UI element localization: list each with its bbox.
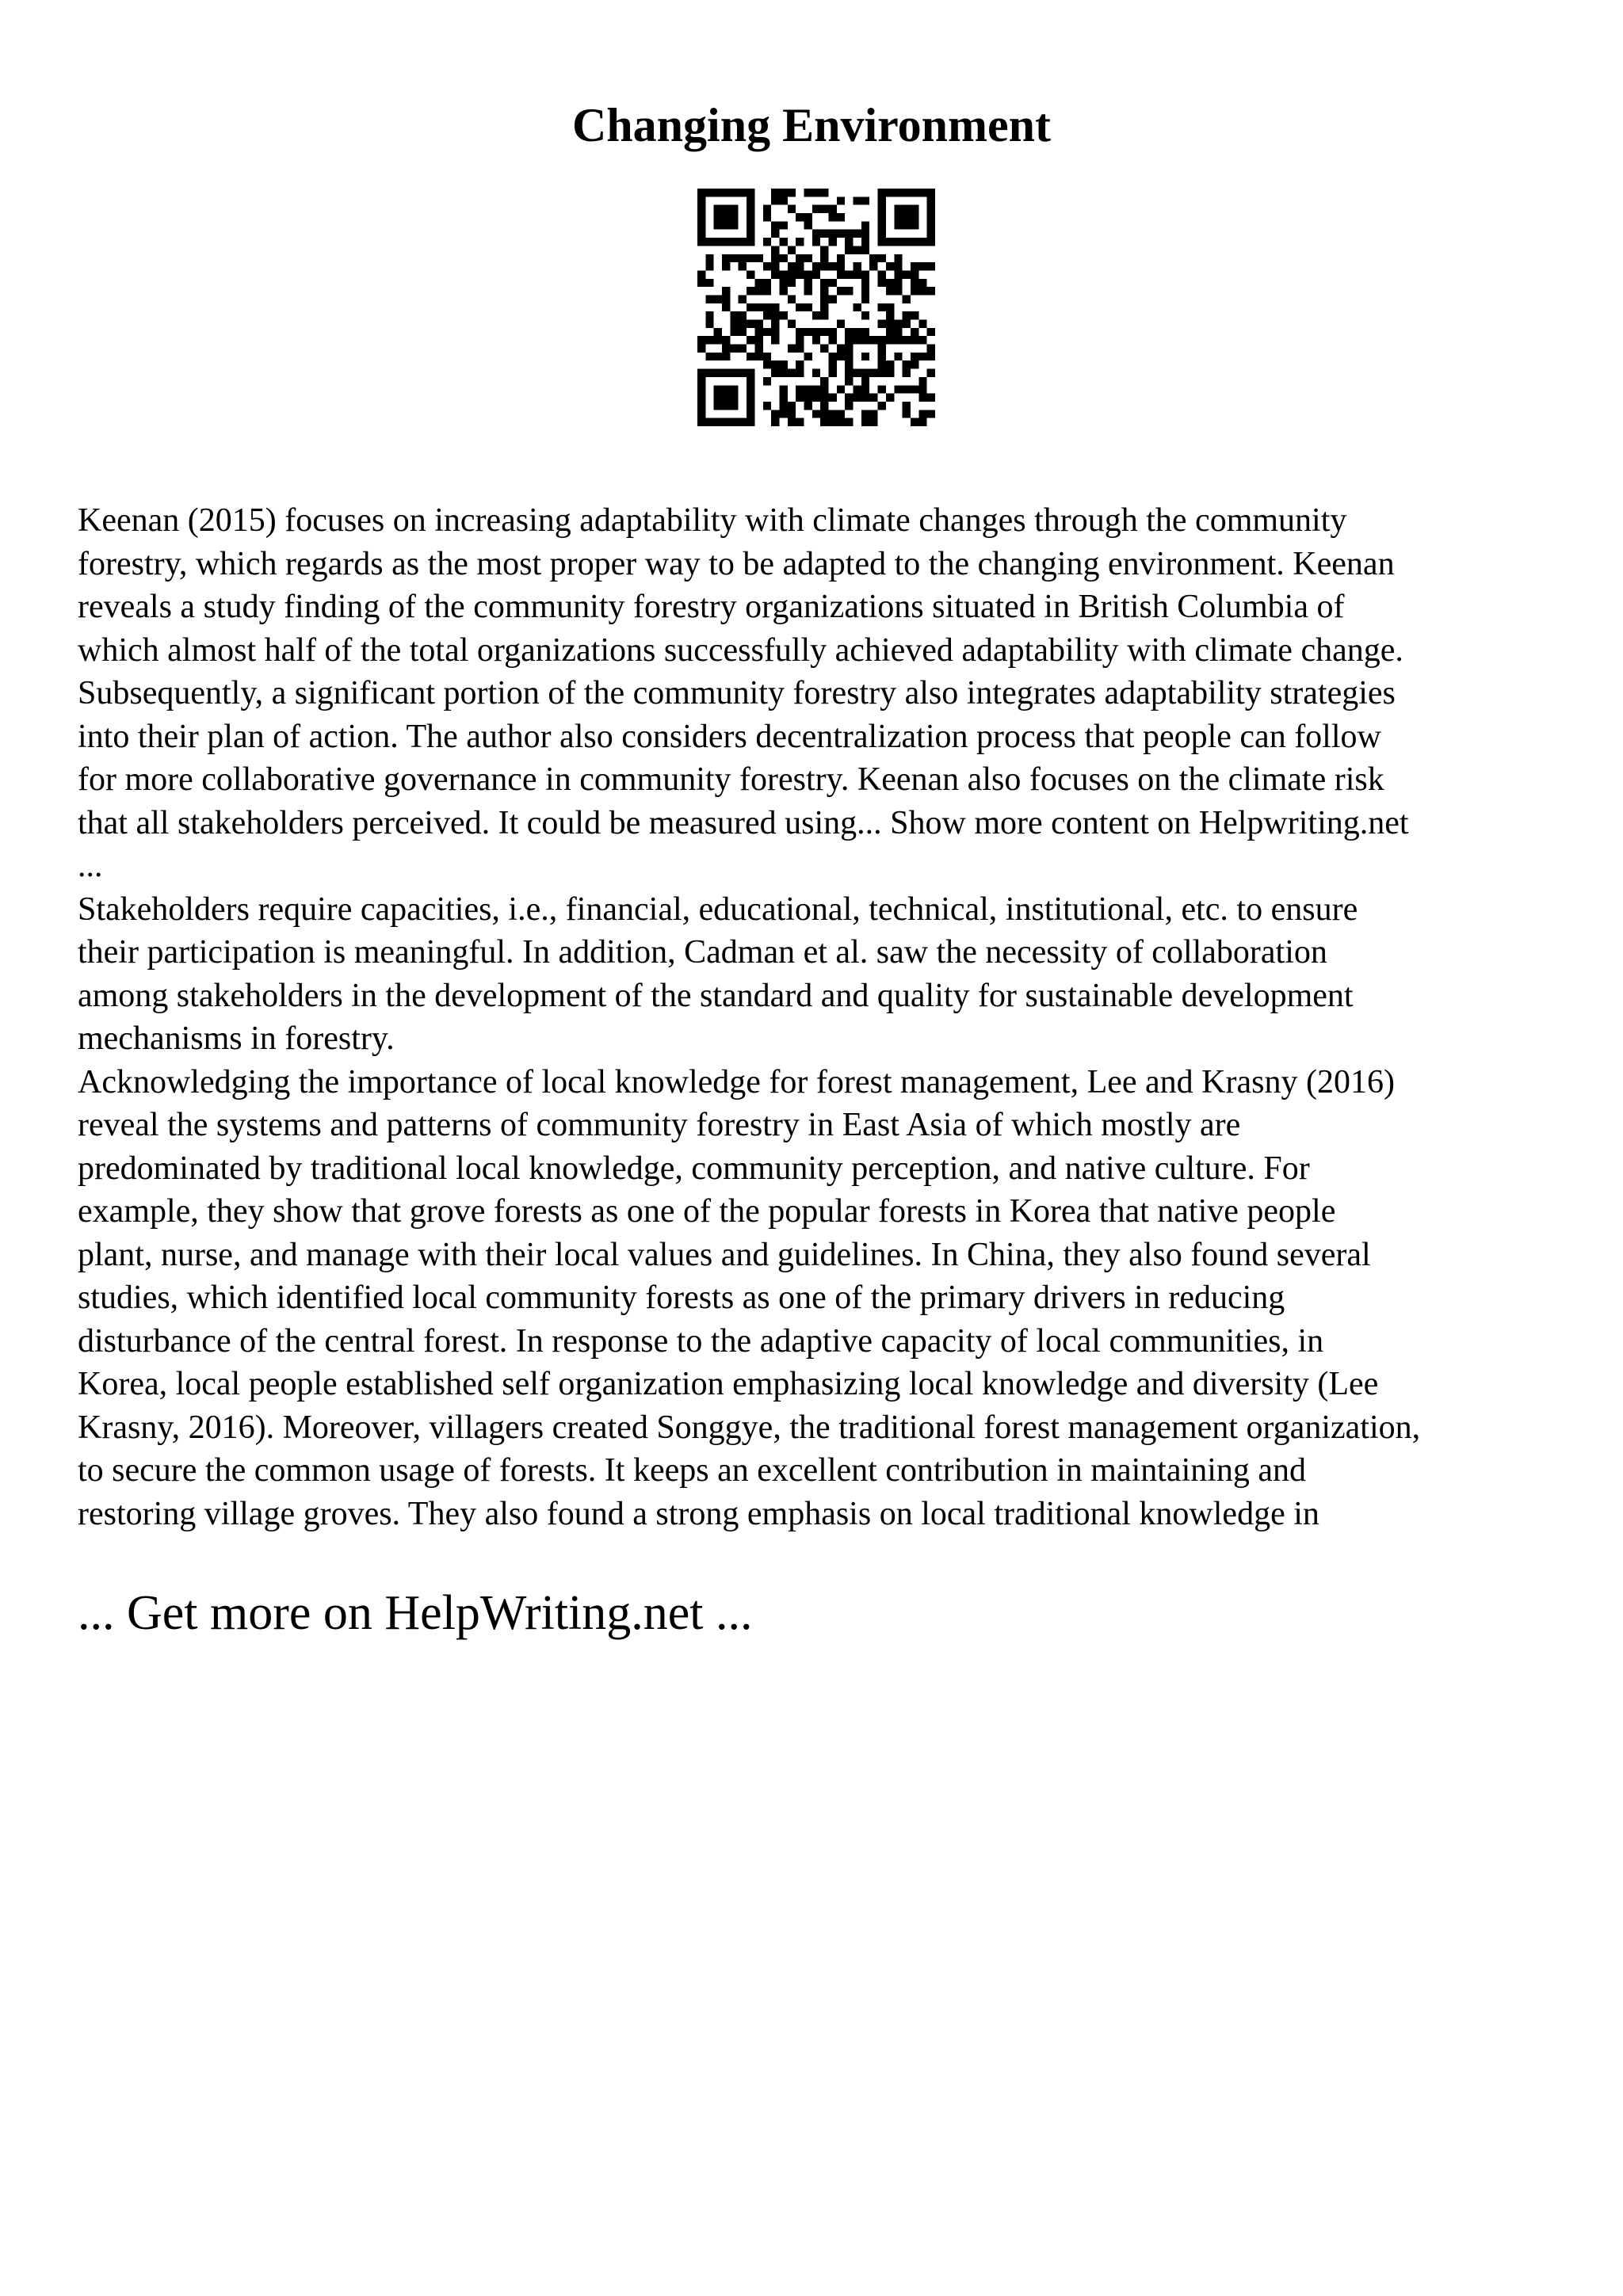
text-line: among stakeholders in the development of the standard and quality for sustainable development <box>78 977 1354 1014</box>
text-line: restoring village groves. They also found a strong emphasis on local traditional knowledge in <box>78 1495 1319 1532</box>
text-line: Stakeholders require capacities, i.e., financial, educational, technical, institutional, etc. to ensure <box>78 891 1358 928</box>
qr-code-icon <box>697 189 935 426</box>
text-line: reveals a study finding of the community forestry organizations situated in British Columbia of <box>78 589 1345 625</box>
text-line: ... <box>78 848 103 884</box>
text-line: studies, which identified local community forests as one of the primary drivers in reducing <box>78 1280 1285 1316</box>
text-line: forestry, which regards as the most proper way to be adapted to the changing environment. Keenan <box>78 545 1395 582</box>
text-line: their participation is meaningful. In addition, Cadman et al. saw the necessity of collaboration <box>78 934 1327 971</box>
text-line: reveal the systems and patterns of community forestry in East Asia of which mostly are <box>78 1107 1241 1143</box>
text-line: which almost half of the total organizations successfully achieved adaptability with climate change. <box>78 631 1403 669</box>
text-line: to secure the common usage of forests. It keeps an excellent contribution in maintaining and <box>78 1452 1307 1489</box>
text-line: for more collaborative governance in community forestry. Keenan also focuses on the climate risk <box>78 761 1384 798</box>
text-line: Korea, local people established self organization emphasizing local knowledge and diversity (Lee <box>78 1366 1379 1402</box>
text-line: disturbance of the central forest. In response to the adaptive capacity of local communities, in <box>78 1322 1324 1360</box>
text-line: mechanisms in forestry. <box>78 1020 395 1057</box>
text-line: predominated by traditional local knowledge, community perception, and native culture. For <box>78 1150 1310 1187</box>
text-line: into their plan of action. The author also considers decentralization process that people can follow <box>78 718 1381 755</box>
page-title: Changing Environment <box>571 99 1052 151</box>
text-line: example, they show that grove forests as one of the popular forests in Korea that native people <box>78 1193 1336 1230</box>
text-line: Keenan (2015) focuses on increasing adaptability with climate changes through the community <box>78 502 1347 539</box>
text-line: plant, nurse, and manage with their local values and guidelines. In China, they also found several <box>78 1236 1371 1273</box>
text-line: Acknowledging the importance of local knowledge for forest management, Lee and Krasny (2016) <box>78 1063 1395 1100</box>
article-body <box>78 499 1583 1535</box>
get-more-link[interactable]: ... Get more on HelpWriting.net ... <box>78 1586 753 1640</box>
text-line: Krasny, 2016). Moreover, villagers created Songgye, the traditional forest management organization, <box>78 1409 1421 1446</box>
text-line: that all stakeholders perceived. It could be measured using... Show more content on Helpwriting.net <box>78 804 1409 841</box>
text-line: Subsequently, a significant portion of the community forestry also integrates adaptability strategies <box>78 675 1396 711</box>
